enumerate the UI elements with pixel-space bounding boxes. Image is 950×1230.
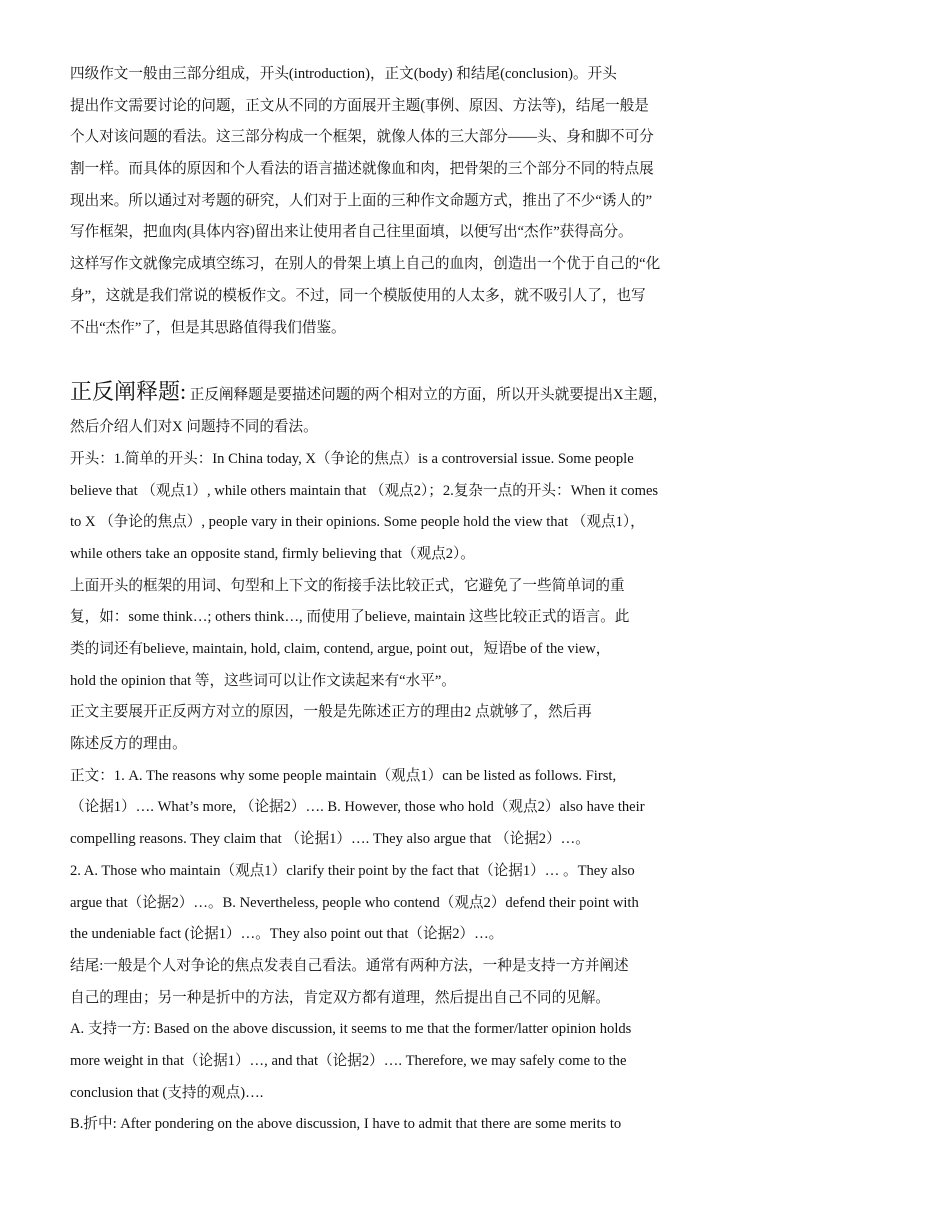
section-line: 正文主要展开正反两方对立的原因，一般是先陈述正方的理由2 点就够了，然后再 bbox=[70, 704, 592, 721]
section-line: 类的词还有believe, maintain, hold, claim, contend, argue, point out，短语be of the view， bbox=[70, 641, 611, 657]
section-line: 2. A. Those who maintain（观点1）clarify their point by the fact that（论据1）… 。They also bbox=[70, 862, 635, 879]
section-opposing-views bbox=[70, 371, 770, 1141]
section-spacer bbox=[70, 344, 770, 371]
section-line: the undeniable fact (论据1）…。They also point out that（论据2）…。 bbox=[70, 926, 504, 943]
section-line: to X （争论的焦点）, people vary in their opinions. Some people hold the view that （观点1）， bbox=[70, 514, 645, 531]
paragraph-line: 不出“杰作”了，但是其思路值得我们借鉴。 bbox=[70, 319, 346, 336]
section-line: 上面开头的框架的用词、句型和上下文的衔接手法比较正式，它避免了一些简单词的重 bbox=[70, 577, 625, 594]
intro-paragraph bbox=[70, 59, 770, 344]
section-line: （论据1）…. What’s more, （论据2）…. B. However, those who hold（观点2）also have their bbox=[70, 799, 645, 816]
paragraph-line: 四级作文一般由三部分组成，开头(introduction)，正文(body) 和结尾(conclusion)。开头 bbox=[70, 66, 617, 82]
section-line: 然后介绍人们对X 问题持不同的看法。 bbox=[70, 419, 318, 436]
section-heading-line bbox=[70, 371, 770, 412]
section-line: more weight in that（论据1）…, and that（论据2）…. Therefore, we may safely come to the bbox=[70, 1052, 627, 1069]
paragraph-line: 割一样。而具体的原因和个人看法的语言描述就像血和肉，把骨架的三个部分不同的特点展 bbox=[70, 161, 654, 178]
section-line: B.折中: After pondering on the above discussion, I have to admit that there are some merits to bbox=[70, 1116, 622, 1133]
section-line: 结尾:一般是个人对争论的焦点发表自己看法。通常有两种方法，一种是支持一方并阐述 bbox=[70, 957, 629, 974]
paragraph-line: 提出作文需要讨论的问题，正文从不同的方面展开主题(事例、原因、方法等)，结尾一般是 bbox=[70, 97, 649, 114]
paragraph-line: 写作框架，把血肉(具体内容)留出来让使用者自己往里面填，以便写出“杰作”获得高分。 bbox=[70, 224, 633, 241]
section-line: conclusion that (支持的观点)…. bbox=[70, 1084, 264, 1101]
section-heading: 正反阐释题: bbox=[70, 379, 187, 405]
section-line: hold the opinion that 等，这些词可以让作文读起来有“水平”。 bbox=[70, 672, 456, 689]
paragraph-line: 个人对该问题的看法。这三部分构成一个框架，就像人体的三大部分——头、身和脚不可分 bbox=[70, 129, 654, 146]
section-line: A. 支持一方: Based on the above discussion, it seems to me that the former/latter opinion holds bbox=[70, 1021, 632, 1038]
paragraph-line: 这样写作文就像完成填空练习，在别人的骨架上填上自己的血肉，创造出一个优于自己的“化 bbox=[70, 256, 661, 273]
paragraph-line: 身”，这就是我们常说的模板作文。不过，同一个模版使用的人太多，就不吸引人了，也写 bbox=[70, 287, 646, 304]
section-line: 陈述反方的理由。 bbox=[70, 736, 187, 753]
section-line: 自己的理由；另一种是折中的方法，肯定双方都有道理，然后提出自己不同的见解。 bbox=[70, 989, 610, 1006]
section-line: compelling reasons. They claim that （论据1）…. They also argue that （论据2）…。 bbox=[70, 831, 590, 848]
section-heading-text: 正反阐释题是要描述问题的两个相对立的方面，所以开头就要提出X主题， bbox=[186, 387, 668, 404]
section-line: 开头：1.简单的开头：In China today, X（争论的焦点）is a controversial issue. Some people bbox=[70, 450, 634, 467]
section-line: 复，如：some think…; others think…, 而使用了believe, maintain 这些比较正式的语言。此 bbox=[70, 609, 630, 626]
document-page bbox=[70, 59, 770, 1141]
section-line: argue that（论据2）…。B. Nevertheless, people who contend（观点2）defend their point with bbox=[70, 894, 639, 911]
section-line: while others take an opposite stand, firmly believing that（观点2）。 bbox=[70, 545, 475, 562]
section-line: 正文：1. A. The reasons why some people maintain（观点1）can be listed as follows. First, bbox=[70, 767, 617, 784]
section-line: believe that （观点1）, while others maintain that （观点2）；2.复杂一点的开头：When it comes bbox=[70, 482, 659, 499]
paragraph-line: 现出来。所以通过对考题的研究，人们对于上面的三种作文命题方式，推出了不少“诱人的” bbox=[70, 192, 653, 209]
